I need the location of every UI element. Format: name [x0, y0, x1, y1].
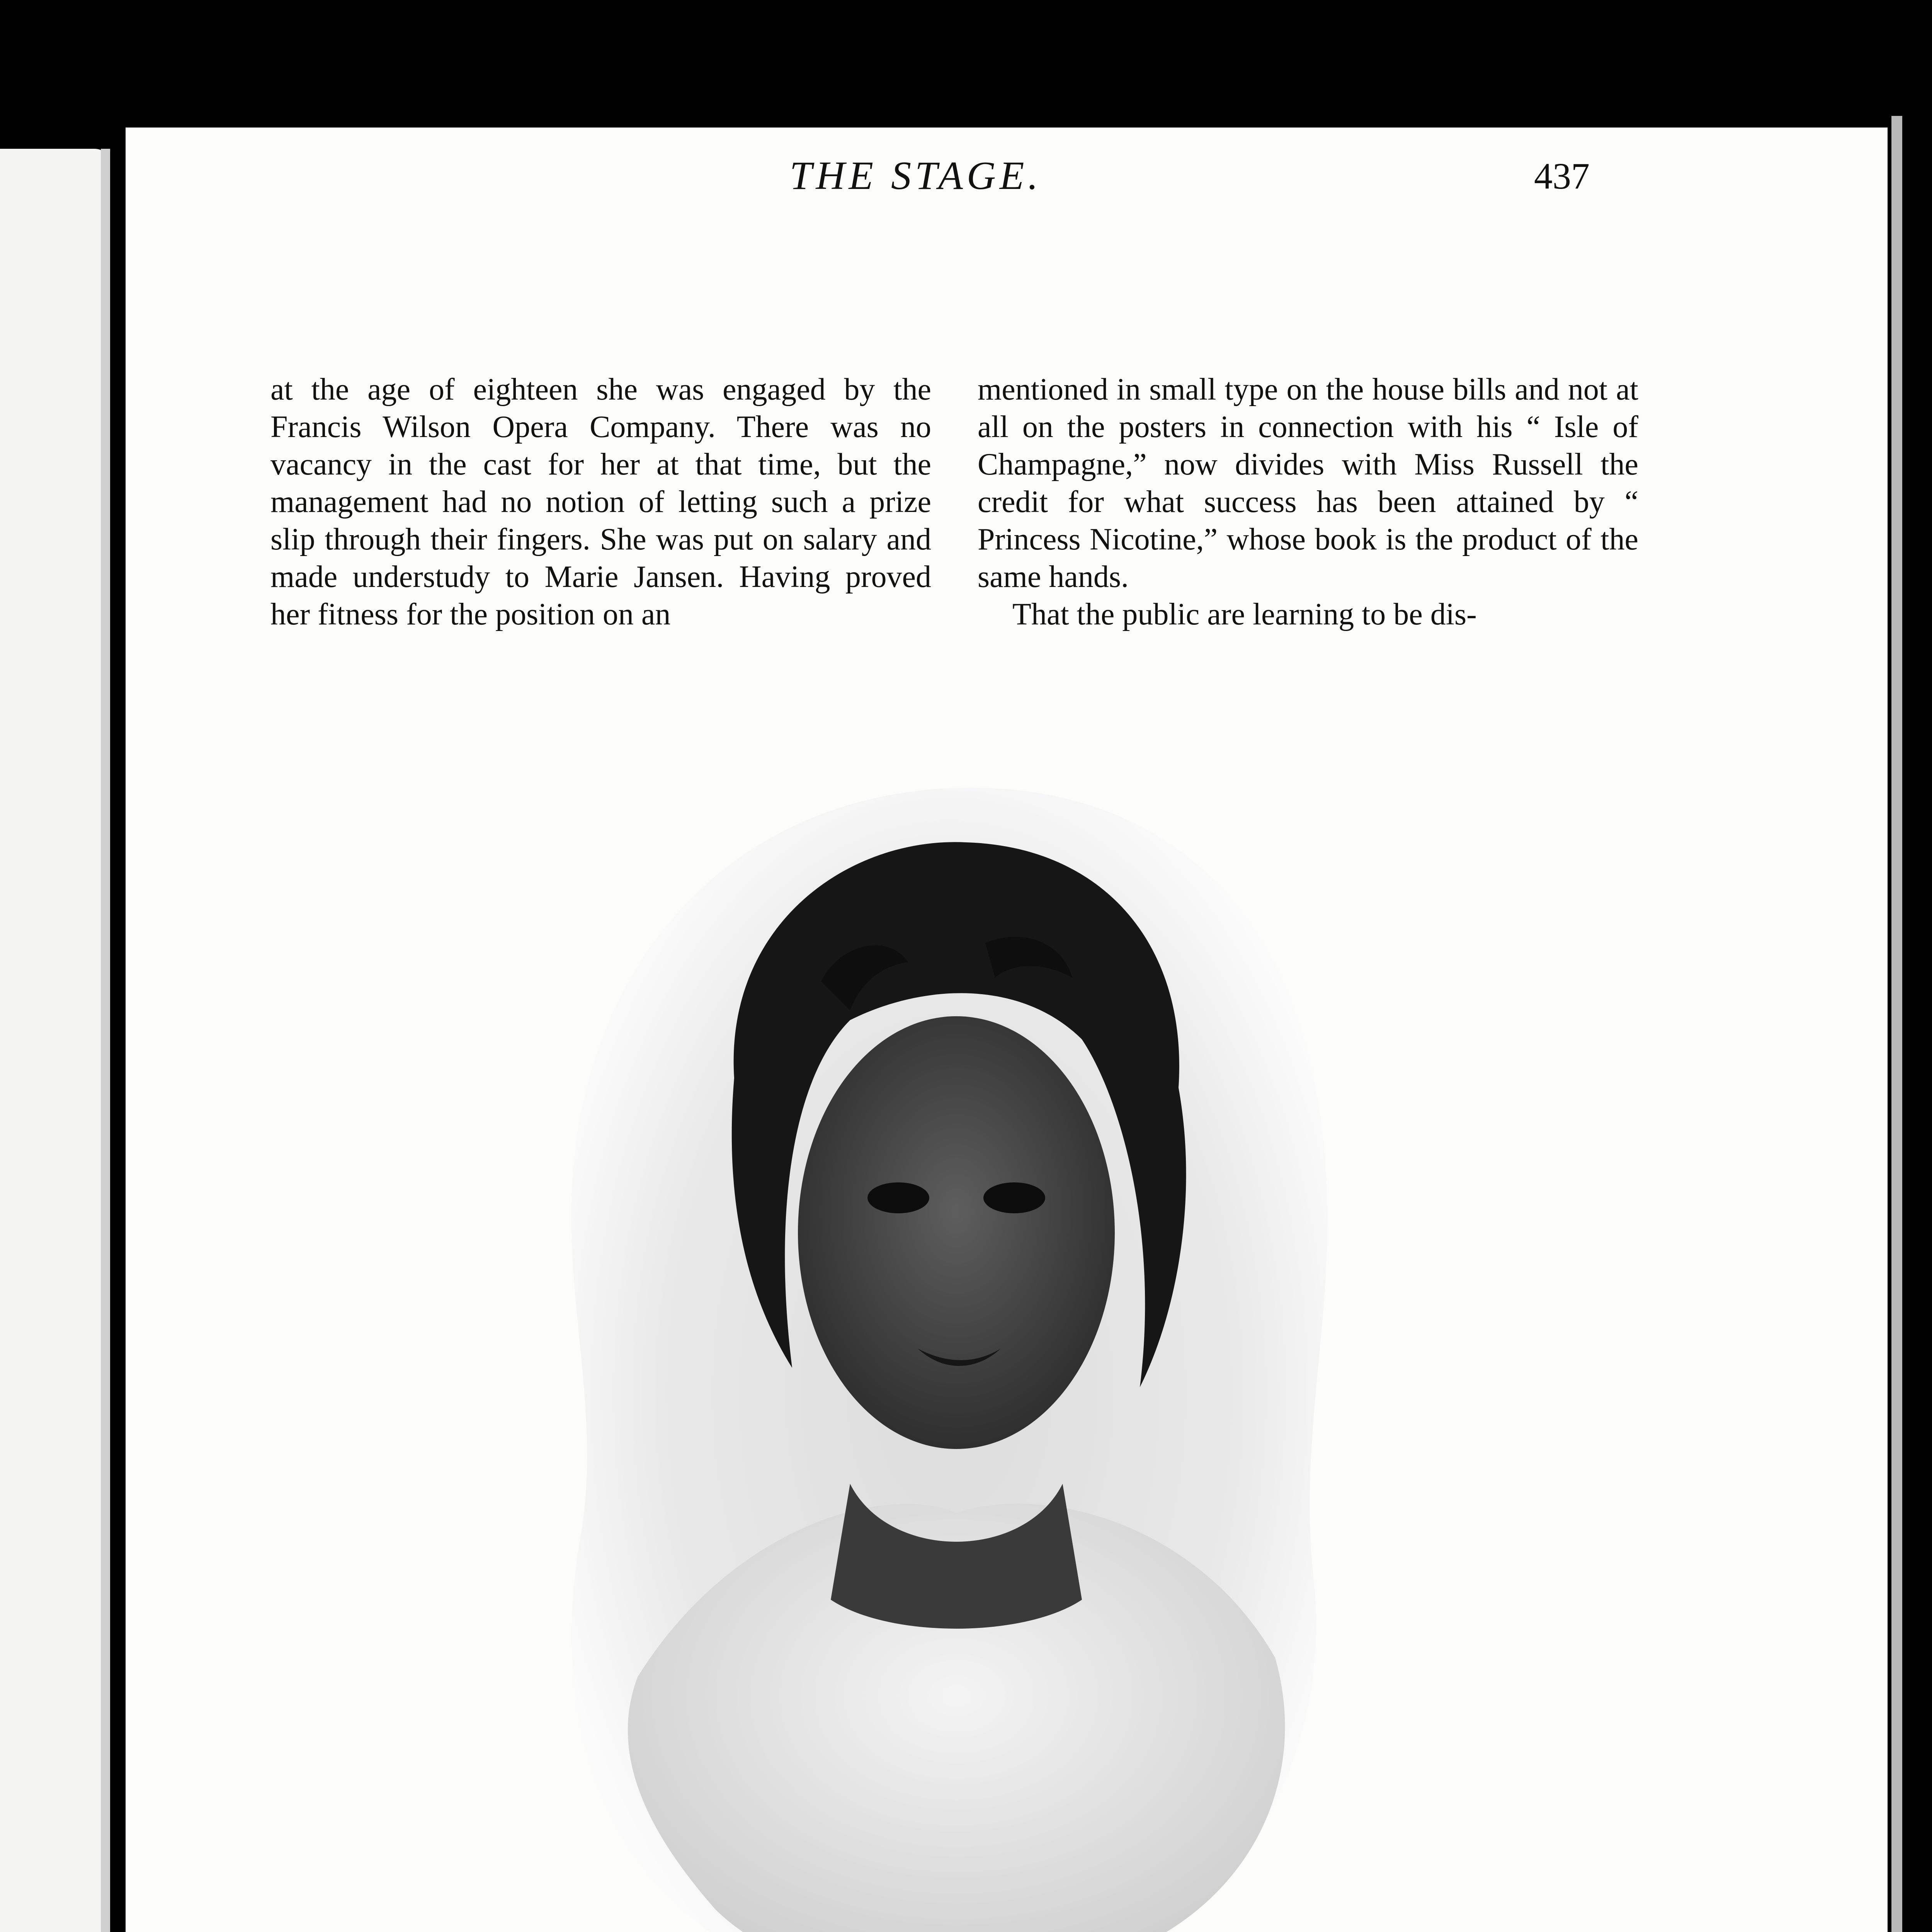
paragraph: at the age of eighteen she was engaged by the Francis Wilson Opera Company. There was no vacancy in the cast for her at that time, but the management had no notion of letting such a prize slip through their fingers. She was put on salary and made understudy to Marie Jansen. Having proved her fitness for the position on an: [270, 372, 931, 631]
page-number: 437: [1534, 155, 1590, 197]
column-top-right: [978, 371, 1638, 633]
paragraph: mentioned in small type on the house bills and not at all on the posters in connection with his “ Isle of Champagne,” now divides with Miss Russell the credit for what success has been attained by “ Princess Nicotine,” whose book is the product of the same hands.: [978, 372, 1638, 594]
column-top-left: [270, 371, 931, 633]
left-eye: [867, 1182, 929, 1213]
running-head: THE STAGE.: [789, 153, 1042, 198]
portrait-illustration: [502, 750, 1391, 1932]
paragraph: That the public are learning to be dis-: [1012, 597, 1477, 631]
right-eye: [983, 1182, 1045, 1213]
facing-page-edge: [0, 149, 110, 1932]
book-spine: [1891, 116, 1902, 1932]
face: [798, 1016, 1115, 1449]
